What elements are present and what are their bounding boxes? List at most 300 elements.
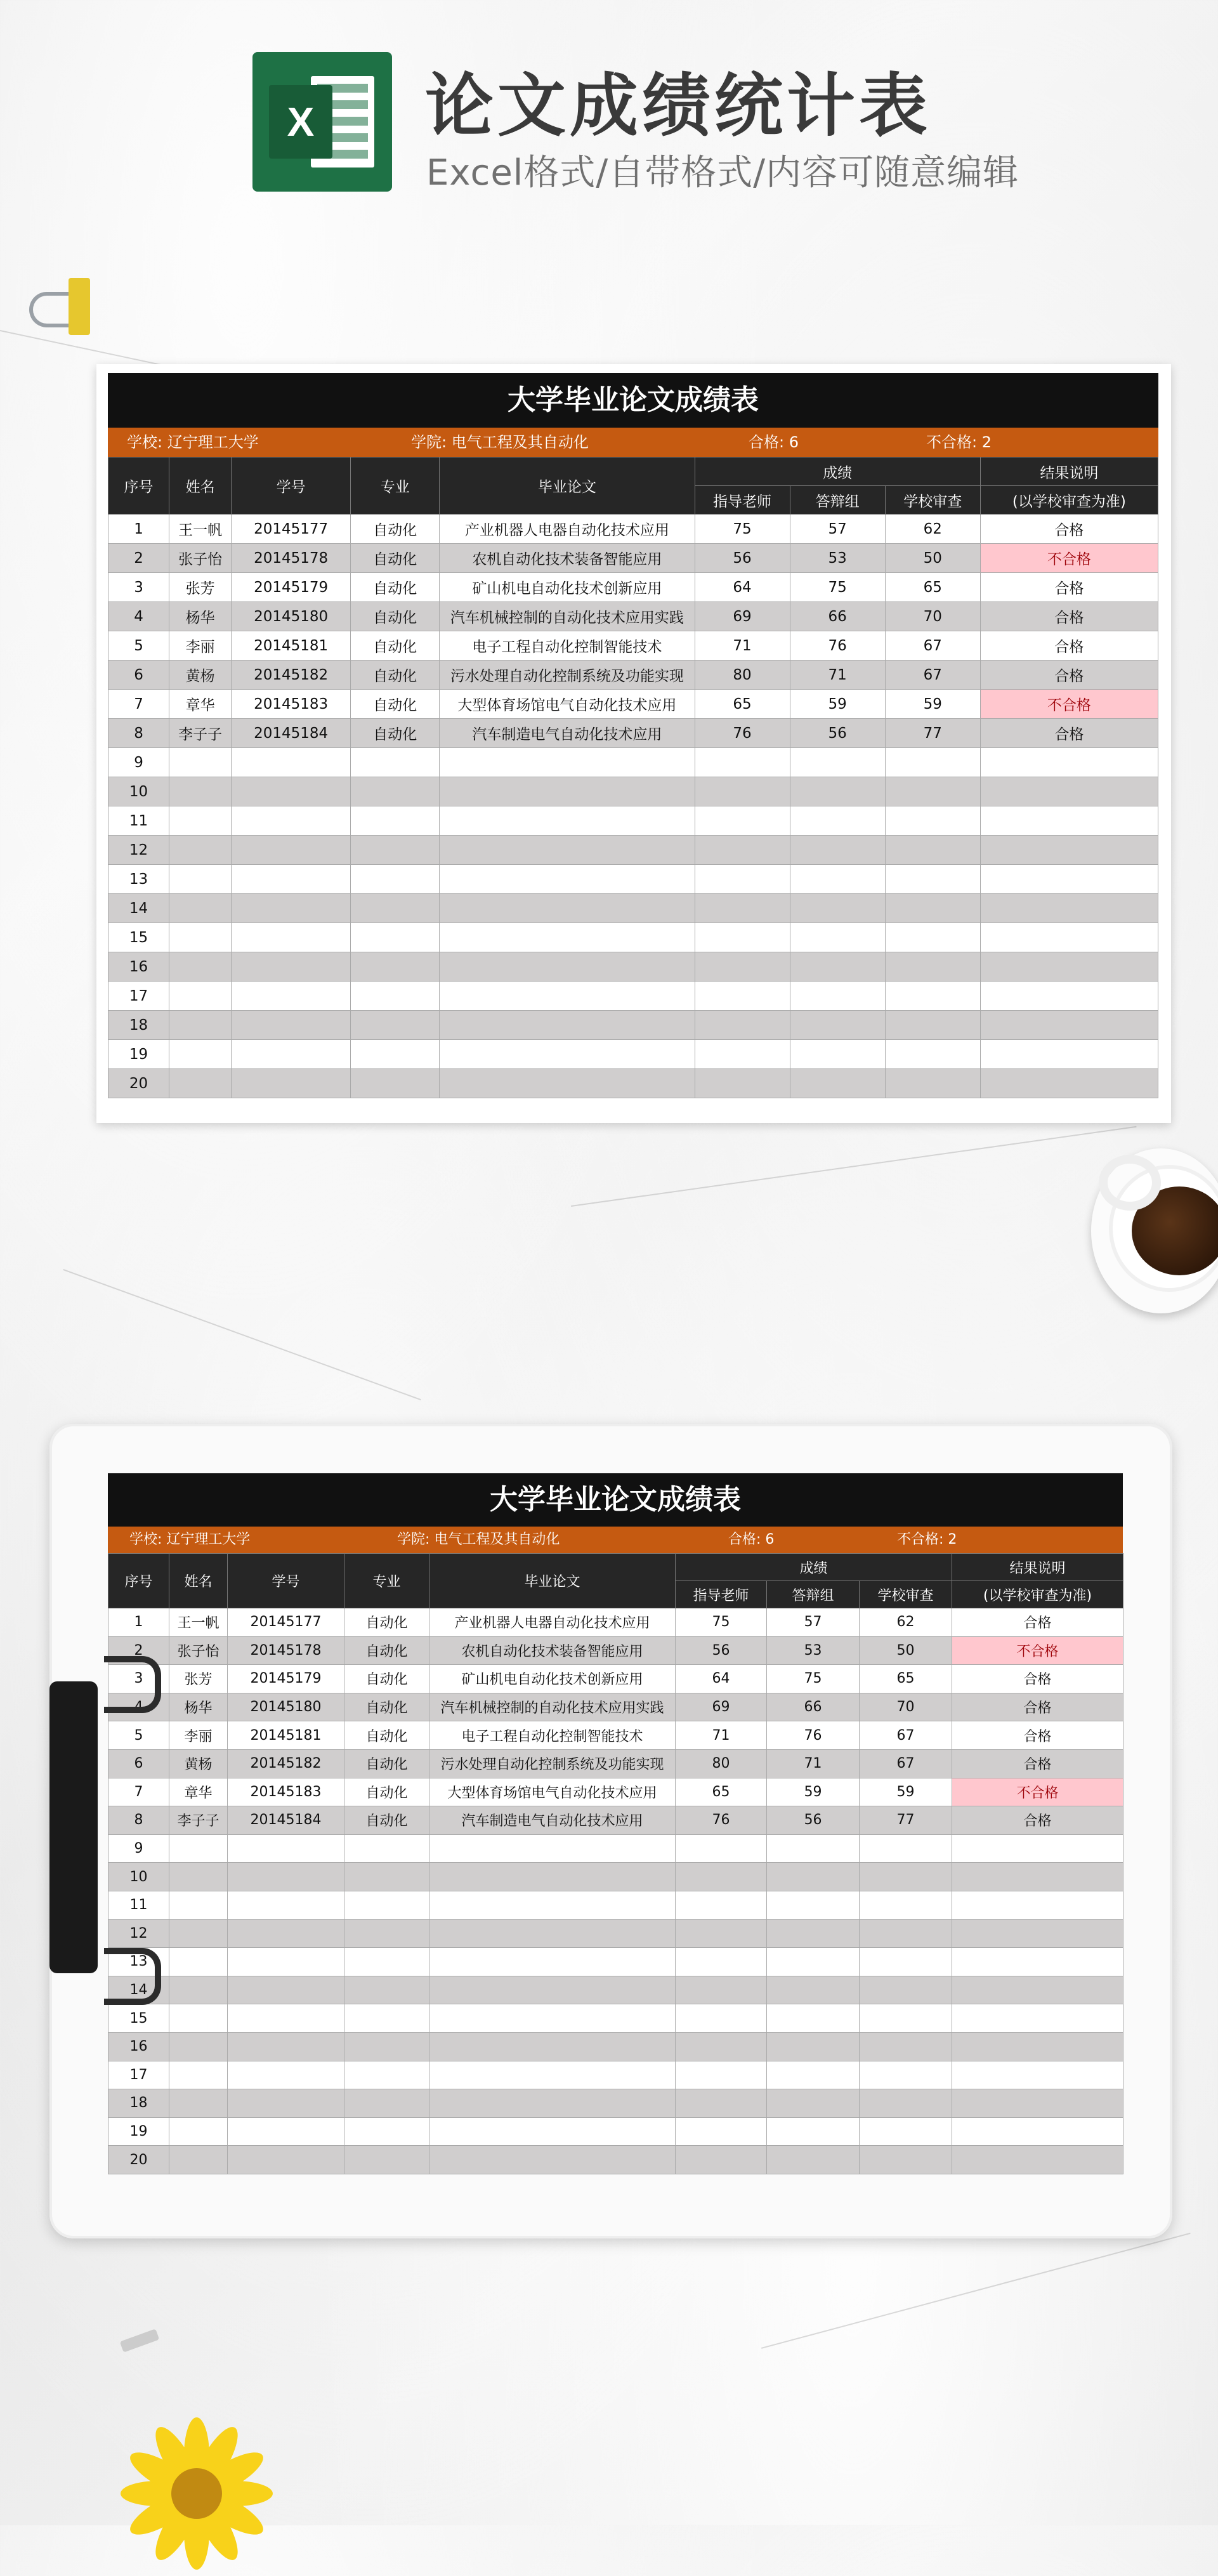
cell-index[interactable]: 8 — [108, 1806, 169, 1835]
cell-advisor-score[interactable]: 75 — [695, 515, 790, 544]
cell-advisor-score[interactable] — [695, 1069, 790, 1098]
cell-advisor-score[interactable] — [695, 1040, 790, 1069]
cell-result[interactable] — [952, 1863, 1123, 1891]
cell-thesis[interactable] — [429, 2004, 676, 2033]
cell-name[interactable] — [169, 748, 232, 777]
cell-result[interactable]: 合格 — [980, 602, 1158, 631]
cell-student-id[interactable]: 20145179 — [232, 573, 351, 602]
cell-index[interactable]: 17 — [108, 982, 169, 1011]
cell-advisor-score[interactable]: 56 — [695, 544, 790, 573]
cell-student-id[interactable] — [232, 952, 351, 982]
cell-major[interactable]: 自动化 — [344, 1721, 429, 1750]
cell-result[interactable]: 不合格 — [980, 690, 1158, 719]
cell-index[interactable]: 7 — [108, 690, 169, 719]
cell-name[interactable] — [169, 2089, 228, 2118]
cell-index[interactable]: 15 — [108, 923, 169, 952]
cell-student-id[interactable] — [232, 894, 351, 923]
cell-name[interactable]: 张芳 — [169, 1665, 228, 1693]
cell-name[interactable] — [169, 1863, 228, 1891]
cell-name[interactable] — [169, 1011, 232, 1040]
cell-thesis[interactable] — [440, 894, 695, 923]
cell-index[interactable]: 4 — [108, 602, 169, 631]
cell-thesis[interactable]: 汽车制造电气自动化技术应用 — [429, 1806, 676, 1835]
cell-thesis[interactable] — [429, 2032, 676, 2061]
cell-result[interactable]: 合格 — [952, 1721, 1123, 1750]
cell-index[interactable]: 19 — [108, 2117, 169, 2146]
cell-major[interactable] — [351, 923, 440, 952]
cell-student-id[interactable]: 20145180 — [232, 602, 351, 631]
cell-index[interactable]: 3 — [108, 1665, 169, 1693]
cell-defense-score[interactable] — [790, 982, 885, 1011]
cell-review-score[interactable] — [885, 836, 980, 865]
cell-student-id[interactable] — [228, 1948, 344, 1976]
cell-review-score[interactable]: 67 — [860, 1721, 952, 1750]
cell-defense-score[interactable]: 76 — [767, 1721, 860, 1750]
cell-name[interactable] — [169, 2146, 228, 2174]
cell-major[interactable] — [351, 1040, 440, 1069]
cell-thesis[interactable]: 汽车机械控制的自动化技术应用实践 — [440, 602, 695, 631]
cell-defense-score[interactable] — [767, 1891, 860, 1919]
cell-defense-score[interactable] — [767, 2004, 860, 2033]
cell-result[interactable]: 合格 — [952, 1693, 1123, 1721]
cell-review-score[interactable] — [860, 1976, 952, 2004]
cell-defense-score[interactable] — [790, 1011, 885, 1040]
cell-advisor-score[interactable]: 80 — [676, 1749, 767, 1778]
cell-student-id[interactable]: 20145177 — [232, 515, 351, 544]
cell-defense-score[interactable] — [790, 1040, 885, 1069]
cell-review-score[interactable] — [860, 1891, 952, 1919]
cell-advisor-score[interactable] — [695, 982, 790, 1011]
cell-advisor-score[interactable]: 64 — [676, 1665, 767, 1693]
cell-thesis[interactable] — [440, 952, 695, 982]
cell-major[interactable] — [351, 982, 440, 1011]
cell-review-score[interactable]: 62 — [885, 515, 980, 544]
cell-major[interactable] — [351, 894, 440, 923]
cell-advisor-score[interactable] — [695, 923, 790, 952]
cell-review-score[interactable]: 67 — [885, 631, 980, 660]
cell-result[interactable] — [980, 1011, 1158, 1040]
cell-thesis[interactable]: 产业机器人电器自动化技术应用 — [429, 1608, 676, 1637]
cell-major[interactable]: 自动化 — [351, 719, 440, 748]
cell-major[interactable] — [344, 2061, 429, 2089]
cell-advisor-score[interactable]: 71 — [695, 631, 790, 660]
cell-major[interactable]: 自动化 — [351, 602, 440, 631]
cell-student-id[interactable]: 20145181 — [228, 1721, 344, 1750]
cell-review-score[interactable] — [860, 1919, 952, 1948]
cell-name[interactable]: 杨华 — [169, 1693, 228, 1721]
cell-student-id[interactable] — [232, 777, 351, 806]
cell-result[interactable] — [980, 806, 1158, 836]
cell-student-id[interactable] — [228, 2032, 344, 2061]
cell-thesis[interactable] — [440, 923, 695, 952]
cell-advisor-score[interactable]: 76 — [695, 719, 790, 748]
cell-student-id[interactable] — [228, 2061, 344, 2089]
cell-advisor-score[interactable] — [695, 1011, 790, 1040]
cell-name[interactable] — [169, 777, 232, 806]
cell-result[interactable] — [952, 1919, 1123, 1948]
cell-result[interactable]: 合格 — [980, 631, 1158, 660]
cell-major[interactable]: 自动化 — [351, 690, 440, 719]
cell-name[interactable] — [169, 2004, 228, 2033]
cell-index[interactable]: 5 — [108, 631, 169, 660]
cell-name[interactable]: 李丽 — [169, 631, 232, 660]
cell-name[interactable] — [169, 1834, 228, 1863]
cell-thesis[interactable]: 大型体育场馆电气自动化技术应用 — [440, 690, 695, 719]
cell-advisor-score[interactable]: 71 — [676, 1721, 767, 1750]
cell-index[interactable]: 12 — [108, 836, 169, 865]
cell-thesis[interactable] — [440, 777, 695, 806]
cell-student-id[interactable] — [228, 2146, 344, 2174]
cell-advisor-score[interactable]: 69 — [676, 1693, 767, 1721]
cell-index[interactable]: 14 — [108, 894, 169, 923]
cell-major[interactable] — [351, 806, 440, 836]
cell-thesis[interactable] — [440, 1069, 695, 1098]
cell-index[interactable]: 16 — [108, 2032, 169, 2061]
cell-student-id[interactable]: 20145184 — [232, 719, 351, 748]
cell-result[interactable] — [952, 2061, 1123, 2089]
cell-major[interactable]: 自动化 — [344, 1749, 429, 1778]
cell-thesis[interactable] — [440, 748, 695, 777]
cell-thesis[interactable]: 污水处理自动化控制系统及功能实现 — [440, 660, 695, 690]
cell-result[interactable] — [952, 2032, 1123, 2061]
cell-review-score[interactable]: 77 — [885, 719, 980, 748]
cell-result[interactable] — [952, 1891, 1123, 1919]
cell-thesis[interactable]: 汽车机械控制的自动化技术应用实践 — [429, 1693, 676, 1721]
cell-student-id[interactable] — [228, 1863, 344, 1891]
cell-review-score[interactable] — [885, 865, 980, 894]
cell-defense-score[interactable]: 76 — [790, 631, 885, 660]
cell-review-score[interactable]: 65 — [885, 573, 980, 602]
cell-thesis[interactable] — [440, 865, 695, 894]
cell-review-score[interactable]: 59 — [860, 1778, 952, 1806]
cell-defense-score[interactable]: 66 — [790, 602, 885, 631]
cell-index[interactable]: 7 — [108, 1778, 169, 1806]
cell-thesis[interactable] — [429, 1919, 676, 1948]
cell-defense-score[interactable] — [790, 923, 885, 952]
cell-result[interactable] — [952, 2146, 1123, 2174]
cell-index[interactable]: 18 — [108, 2089, 169, 2118]
cell-advisor-score[interactable] — [695, 777, 790, 806]
cell-index[interactable]: 2 — [108, 1636, 169, 1665]
cell-advisor-score[interactable] — [676, 2004, 767, 2033]
cell-thesis[interactable] — [429, 2146, 676, 2174]
cell-name[interactable] — [169, 982, 232, 1011]
cell-advisor-score[interactable] — [676, 2061, 767, 2089]
cell-result[interactable] — [980, 894, 1158, 923]
cell-result[interactable]: 合格 — [980, 515, 1158, 544]
cell-defense-score[interactable] — [790, 865, 885, 894]
cell-review-score[interactable] — [885, 1069, 980, 1098]
cell-name[interactable] — [169, 923, 232, 952]
cell-defense-score[interactable] — [790, 806, 885, 836]
cell-result[interactable] — [980, 923, 1158, 952]
cell-student-id[interactable]: 20145183 — [228, 1778, 344, 1806]
cell-review-score[interactable] — [860, 1863, 952, 1891]
cell-name[interactable] — [169, 865, 232, 894]
cell-result[interactable]: 不合格 — [980, 544, 1158, 573]
cell-major[interactable]: 自动化 — [344, 1693, 429, 1721]
cell-review-score[interactable] — [860, 2061, 952, 2089]
cell-thesis[interactable] — [429, 1976, 676, 2004]
cell-student-id[interactable]: 20145184 — [228, 1806, 344, 1835]
cell-major[interactable]: 自动化 — [351, 544, 440, 573]
cell-major[interactable] — [351, 952, 440, 982]
cell-student-id[interactable] — [228, 2089, 344, 2118]
cell-review-score[interactable]: 67 — [860, 1749, 952, 1778]
cell-name[interactable]: 王一帆 — [169, 1608, 228, 1637]
cell-major[interactable]: 自动化 — [351, 573, 440, 602]
cell-thesis[interactable] — [429, 1834, 676, 1863]
cell-student-id[interactable] — [232, 748, 351, 777]
cell-defense-score[interactable] — [767, 1976, 860, 2004]
cell-major[interactable]: 自动化 — [344, 1806, 429, 1835]
cell-review-score[interactable] — [885, 923, 980, 952]
cell-student-id[interactable]: 20145182 — [228, 1749, 344, 1778]
cell-major[interactable] — [344, 2146, 429, 2174]
cell-defense-score[interactable]: 57 — [767, 1608, 860, 1637]
cell-student-id[interactable]: 20145179 — [228, 1665, 344, 1693]
cell-review-score[interactable]: 50 — [860, 1636, 952, 1665]
cell-index[interactable]: 11 — [108, 1891, 169, 1919]
cell-thesis[interactable]: 电子工程自动化控制智能技术 — [429, 1721, 676, 1750]
cell-major[interactable]: 自动化 — [344, 1665, 429, 1693]
cell-defense-score[interactable]: 59 — [790, 690, 885, 719]
cell-name[interactable] — [169, 836, 232, 865]
cell-defense-score[interactable] — [767, 1863, 860, 1891]
cell-result[interactable] — [980, 1069, 1158, 1098]
cell-review-score[interactable] — [885, 894, 980, 923]
cell-name[interactable]: 王一帆 — [169, 515, 232, 544]
cell-advisor-score[interactable] — [676, 1919, 767, 1948]
cell-thesis[interactable]: 矿山机电自动化技术创新应用 — [429, 1665, 676, 1693]
cell-result[interactable] — [952, 1976, 1123, 2004]
cell-student-id[interactable] — [232, 923, 351, 952]
cell-result[interactable]: 合格 — [952, 1749, 1123, 1778]
cell-defense-score[interactable] — [790, 748, 885, 777]
cell-index[interactable]: 20 — [108, 2146, 169, 2174]
cell-defense-score[interactable]: 66 — [767, 1693, 860, 1721]
cell-index[interactable]: 15 — [108, 2004, 169, 2033]
cell-advisor-score[interactable]: 76 — [676, 1806, 767, 1835]
cell-name[interactable] — [169, 2117, 228, 2146]
cell-review-score[interactable]: 70 — [860, 1693, 952, 1721]
cell-thesis[interactable] — [440, 806, 695, 836]
cell-major[interactable] — [351, 865, 440, 894]
cell-defense-score[interactable]: 75 — [790, 573, 885, 602]
cell-thesis[interactable]: 产业机器人电器自动化技术应用 — [440, 515, 695, 544]
cell-review-score[interactable] — [860, 2089, 952, 2118]
cell-defense-score[interactable] — [767, 1919, 860, 1948]
cell-student-id[interactable] — [232, 1069, 351, 1098]
cell-name[interactable]: 章华 — [169, 690, 232, 719]
cell-thesis[interactable] — [429, 1891, 676, 1919]
cell-review-score[interactable]: 50 — [885, 544, 980, 573]
cell-advisor-score[interactable] — [676, 2146, 767, 2174]
cell-index[interactable]: 3 — [108, 573, 169, 602]
cell-defense-score[interactable] — [790, 894, 885, 923]
cell-student-id[interactable]: 20145178 — [232, 544, 351, 573]
cell-result[interactable]: 合格 — [980, 660, 1158, 690]
cell-result[interactable] — [980, 748, 1158, 777]
cell-name[interactable]: 张子怡 — [169, 1636, 228, 1665]
cell-name[interactable] — [169, 1919, 228, 1948]
cell-major[interactable] — [344, 2004, 429, 2033]
cell-advisor-score[interactable]: 56 — [676, 1636, 767, 1665]
cell-student-id[interactable]: 20145178 — [228, 1636, 344, 1665]
cell-major[interactable] — [351, 777, 440, 806]
cell-student-id[interactable] — [232, 865, 351, 894]
cell-review-score[interactable] — [860, 2146, 952, 2174]
cell-advisor-score[interactable]: 64 — [695, 573, 790, 602]
cell-review-score[interactable] — [885, 806, 980, 836]
cell-index[interactable]: 9 — [108, 748, 169, 777]
cell-index[interactable]: 10 — [108, 1863, 169, 1891]
cell-review-score[interactable] — [885, 982, 980, 1011]
cell-thesis[interactable]: 农机自动化技术装备智能应用 — [429, 1636, 676, 1665]
cell-major[interactable] — [344, 1891, 429, 1919]
cell-advisor-score[interactable]: 80 — [695, 660, 790, 690]
cell-defense-score[interactable]: 71 — [790, 660, 885, 690]
cell-thesis[interactable]: 汽车制造电气自动化技术应用 — [440, 719, 695, 748]
cell-student-id[interactable] — [228, 1891, 344, 1919]
cell-name[interactable]: 黄杨 — [169, 1749, 228, 1778]
cell-result[interactable]: 合格 — [952, 1665, 1123, 1693]
cell-result[interactable]: 合格 — [952, 1608, 1123, 1637]
cell-thesis[interactable]: 农机自动化技术装备智能应用 — [440, 544, 695, 573]
cell-index[interactable]: 8 — [108, 719, 169, 748]
cell-index[interactable]: 2 — [108, 544, 169, 573]
cell-review-score[interactable]: 62 — [860, 1608, 952, 1637]
cell-defense-score[interactable]: 59 — [767, 1778, 860, 1806]
cell-name[interactable] — [169, 952, 232, 982]
cell-review-score[interactable] — [860, 2117, 952, 2146]
cell-thesis[interactable]: 污水处理自动化控制系统及功能实现 — [429, 1749, 676, 1778]
cell-advisor-score[interactable] — [676, 2032, 767, 2061]
cell-result[interactable] — [952, 2117, 1123, 2146]
cell-major[interactable]: 自动化 — [351, 515, 440, 544]
cell-name[interactable] — [169, 1976, 228, 2004]
cell-major[interactable] — [351, 836, 440, 865]
cell-index[interactable]: 13 — [108, 1948, 169, 1976]
cell-major[interactable]: 自动化 — [344, 1636, 429, 1665]
cell-advisor-score[interactable] — [695, 952, 790, 982]
cell-name[interactable]: 章华 — [169, 1778, 228, 1806]
cell-advisor-score[interactable] — [676, 2117, 767, 2146]
cell-major[interactable] — [344, 1919, 429, 1948]
cell-thesis[interactable] — [429, 2089, 676, 2118]
cell-student-id[interactable] — [232, 836, 351, 865]
cell-result[interactable]: 合格 — [952, 1806, 1123, 1835]
cell-advisor-score[interactable]: 69 — [695, 602, 790, 631]
cell-review-score[interactable] — [860, 2004, 952, 2033]
cell-advisor-score[interactable] — [676, 1948, 767, 1976]
cell-review-score[interactable]: 67 — [885, 660, 980, 690]
cell-thesis[interactable] — [429, 2117, 676, 2146]
cell-defense-score[interactable] — [767, 2089, 860, 2118]
cell-thesis[interactable] — [440, 1040, 695, 1069]
cell-defense-score[interactable]: 56 — [790, 719, 885, 748]
cell-review-score[interactable] — [860, 2032, 952, 2061]
cell-major[interactable] — [344, 1834, 429, 1863]
cell-index[interactable]: 4 — [108, 1693, 169, 1721]
cell-thesis[interactable] — [429, 2061, 676, 2089]
cell-major[interactable] — [344, 2117, 429, 2146]
cell-advisor-score[interactable] — [676, 1976, 767, 2004]
cell-defense-score[interactable] — [790, 952, 885, 982]
cell-defense-score[interactable] — [767, 2117, 860, 2146]
cell-result[interactable] — [952, 2089, 1123, 2118]
cell-defense-score[interactable]: 71 — [767, 1749, 860, 1778]
cell-defense-score[interactable] — [767, 2146, 860, 2174]
cell-index[interactable]: 14 — [108, 1976, 169, 2004]
cell-thesis[interactable] — [429, 1863, 676, 1891]
cell-name[interactable]: 张芳 — [169, 573, 232, 602]
cell-major[interactable]: 自动化 — [351, 660, 440, 690]
cell-student-id[interactable] — [228, 1919, 344, 1948]
cell-advisor-score[interactable] — [695, 836, 790, 865]
cell-review-score[interactable] — [885, 952, 980, 982]
cell-result[interactable] — [980, 865, 1158, 894]
cell-review-score[interactable] — [885, 1040, 980, 1069]
cell-thesis[interactable]: 大型体育场馆电气自动化技术应用 — [429, 1778, 676, 1806]
cell-major[interactable] — [351, 748, 440, 777]
cell-student-id[interactable] — [228, 1834, 344, 1863]
cell-student-id[interactable] — [232, 806, 351, 836]
cell-review-score[interactable]: 70 — [885, 602, 980, 631]
cell-result[interactable] — [980, 836, 1158, 865]
cell-result[interactable] — [980, 1040, 1158, 1069]
cell-advisor-score[interactable] — [695, 806, 790, 836]
cell-defense-score[interactable]: 75 — [767, 1665, 860, 1693]
cell-defense-score[interactable] — [767, 2061, 860, 2089]
cell-advisor-score[interactable] — [695, 894, 790, 923]
cell-review-score[interactable] — [860, 1834, 952, 1863]
cell-result[interactable] — [980, 952, 1158, 982]
cell-student-id[interactable]: 20145180 — [228, 1693, 344, 1721]
cell-index[interactable]: 18 — [108, 1011, 169, 1040]
cell-index[interactable]: 19 — [108, 1040, 169, 1069]
cell-result[interactable] — [952, 1948, 1123, 1976]
cell-index[interactable]: 9 — [108, 1834, 169, 1863]
cell-result[interactable]: 合格 — [980, 719, 1158, 748]
cell-advisor-score[interactable] — [676, 1891, 767, 1919]
cell-advisor-score[interactable]: 65 — [695, 690, 790, 719]
cell-name[interactable] — [169, 806, 232, 836]
cell-student-id[interactable]: 20145182 — [232, 660, 351, 690]
cell-name[interactable] — [169, 2061, 228, 2089]
cell-advisor-score[interactable]: 75 — [676, 1608, 767, 1637]
cell-name[interactable]: 黄杨 — [169, 660, 232, 690]
cell-name[interactable] — [169, 1891, 228, 1919]
cell-result[interactable]: 不合格 — [952, 1636, 1123, 1665]
cell-review-score[interactable] — [885, 1011, 980, 1040]
cell-review-score[interactable]: 59 — [885, 690, 980, 719]
cell-student-id[interactable]: 20145181 — [232, 631, 351, 660]
cell-name[interactable]: 李子子 — [169, 719, 232, 748]
cell-index[interactable]: 1 — [108, 515, 169, 544]
cell-student-id[interactable]: 20145177 — [228, 1608, 344, 1637]
cell-major[interactable] — [344, 1863, 429, 1891]
cell-review-score[interactable]: 65 — [860, 1665, 952, 1693]
cell-defense-score[interactable] — [790, 777, 885, 806]
cell-advisor-score[interactable] — [695, 748, 790, 777]
cell-advisor-score[interactable] — [695, 865, 790, 894]
cell-student-id[interactable] — [228, 2117, 344, 2146]
cell-index[interactable]: 20 — [108, 1069, 169, 1098]
cell-defense-score[interactable] — [790, 836, 885, 865]
cell-defense-score[interactable] — [767, 2032, 860, 2061]
cell-result[interactable] — [952, 1834, 1123, 1863]
